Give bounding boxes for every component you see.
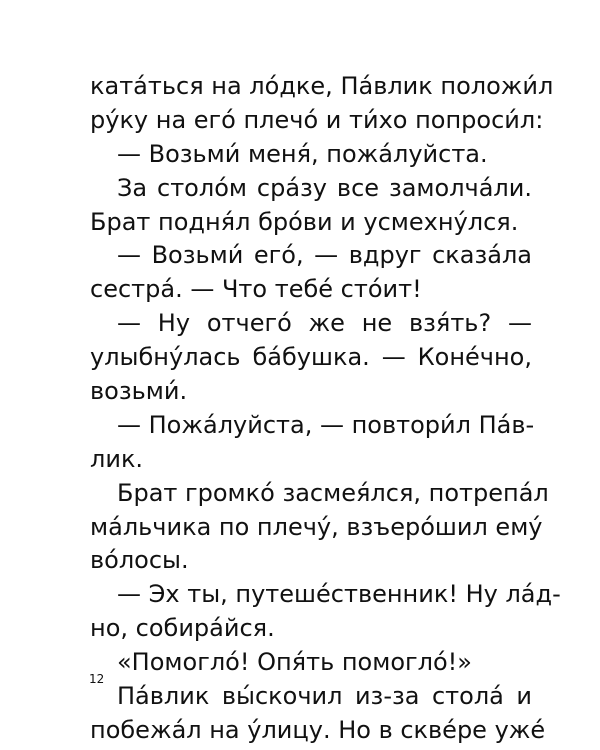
text-line: — Возьми́ меня́, пожа́луйста.	[117, 139, 488, 168]
text-line: ката́ться на ло́дке, Па́влик положи́л	[90, 72, 554, 100]
text-line: Брат громко́ засмея́лся, потрепа́л	[117, 478, 549, 507]
text-line: Брат подня́л бро́ви и усмехну́лся.	[90, 207, 519, 236]
text-line: побежа́л на у́лицу. Но в скве́ре уже́	[90, 715, 546, 744]
text-line: — Эх ты, путеше́ственник! Ну ла́д-	[117, 580, 561, 609]
page-number: 12	[89, 672, 105, 686]
text-line: во́лосы.	[90, 546, 189, 575]
text-line: лик.	[90, 444, 144, 473]
text-line: но, собира́йся.	[90, 614, 275, 643]
text-line: возьми́.	[90, 377, 188, 406]
book-page-text	[90, 70, 561, 748]
text-line: Па́влик вы́скочил из-за стола́ и	[117, 682, 532, 711]
text-line: — Пожа́луйста, — повтори́л Па́в-	[117, 410, 535, 439]
text-line: «Помогло́! Опя́ть помогло́!»	[117, 648, 472, 677]
text-line: сестра́. — Что тебе́ сто́ит!	[90, 275, 422, 304]
text-line: — Ну отчего́ же не взя́ть? —	[117, 309, 532, 338]
text-line: — Возьми́ его́, — вдруг сказа́ла	[117, 241, 532, 270]
text-line: ма́льчика по плечу́, взъеро́шил ему́	[90, 512, 543, 541]
text-line: улыбну́лась ба́бушка. — Коне́чно,	[90, 343, 532, 372]
text-line: ру́ку на его́ плечо́ и ти́хо попроси́л:	[90, 105, 544, 134]
text-line: За столо́м сра́зу все замолча́ли.	[117, 173, 532, 202]
